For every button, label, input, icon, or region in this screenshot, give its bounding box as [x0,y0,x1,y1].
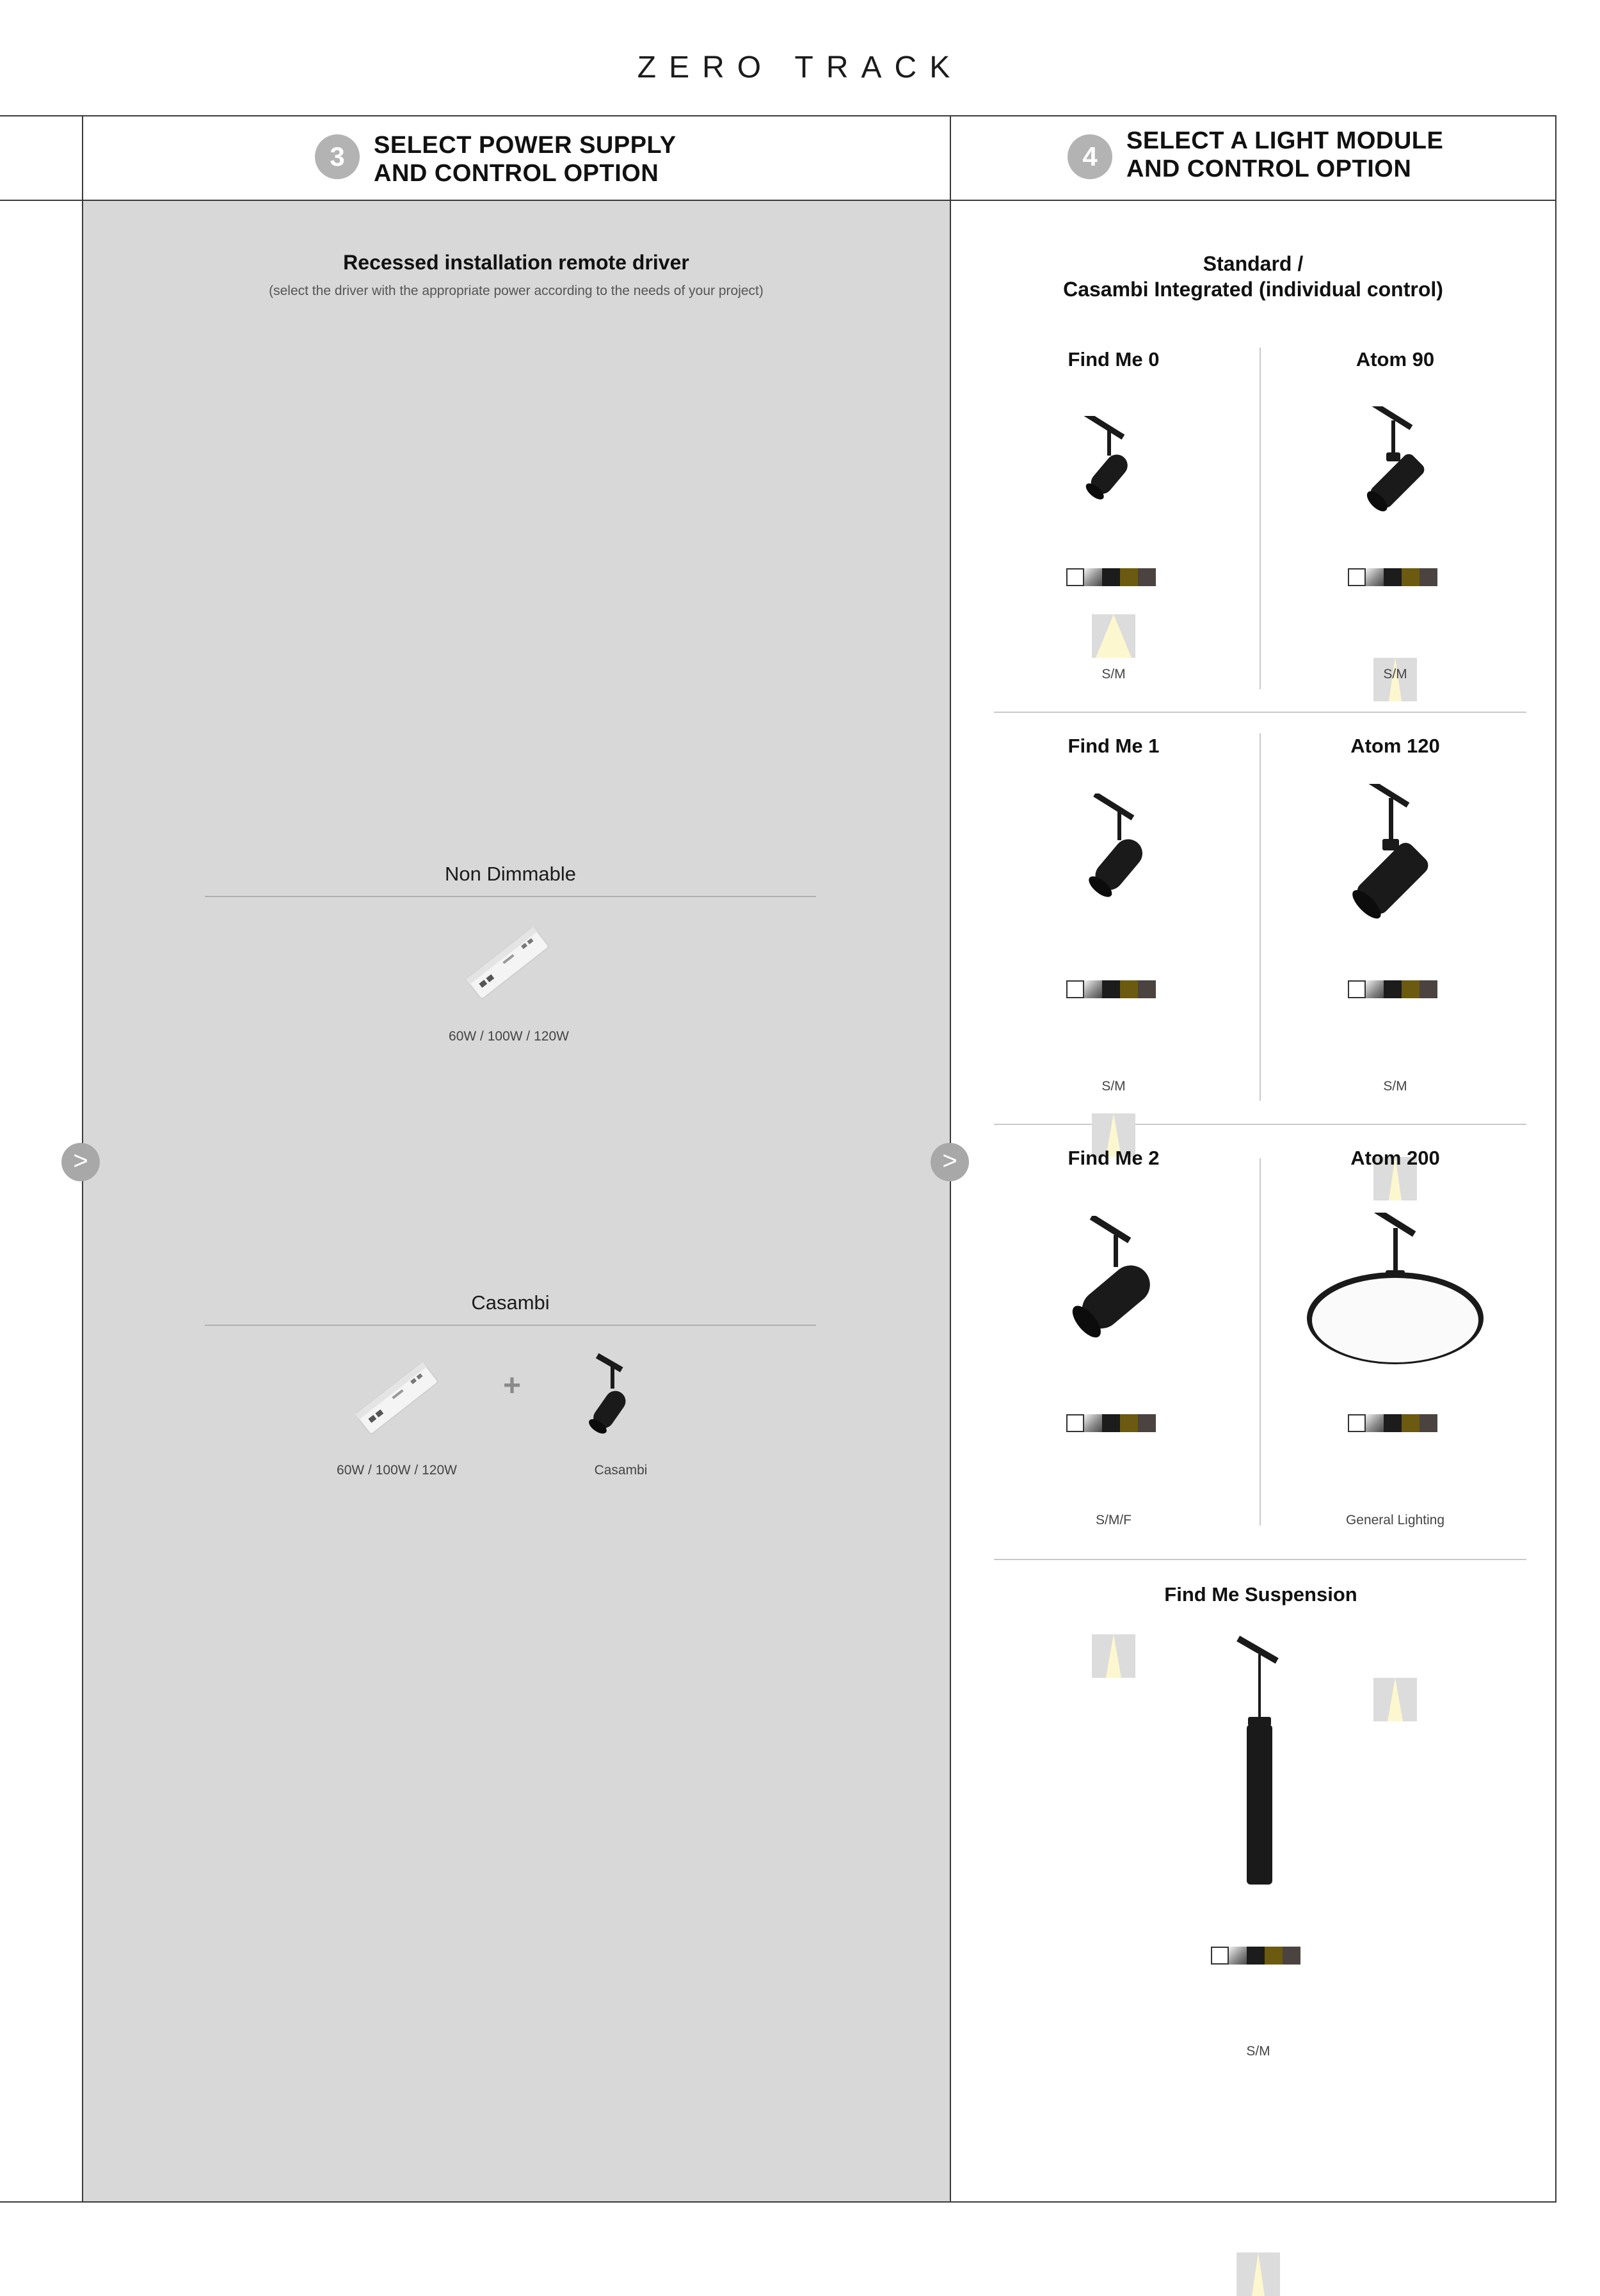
atom-120-spotlight-icon[interactable] [1331,784,1453,937]
atom-90-finish-swatches[interactable] [1348,568,1437,586]
beam-angle-icon [1236,2252,1280,2296]
power-supply-panel [83,200,950,2201]
finish-silver-swatch[interactable] [1229,1947,1247,1965]
header-bottom-rule [0,200,1556,201]
finish-white-swatch[interactable] [1348,980,1366,998]
finish-silver-swatch[interactable] [1084,568,1102,586]
beam-angle-icon [1092,1634,1135,1678]
atom-120-beam-label: S/M [1383,1079,1407,1094]
finish-black-swatch[interactable] [1384,568,1402,586]
casambi-label: Casambi [471,1291,550,1314]
finish-brown-swatch[interactable] [1138,1414,1156,1432]
find-me-suspension-finish-swatches[interactable] [1211,1947,1300,1965]
find-me-suspension-beam-label: S/M [1246,2044,1270,2059]
casambi-rule [205,1325,816,1326]
light-module-section-title [951,251,1555,302]
casambi-module-spotlight-icon[interactable] [576,1350,646,1440]
atom-200-beam-label: General Lighting [1345,1513,1445,1527]
product-name-find-me-0[interactable]: Find Me 0 [1068,348,1160,371]
step-3-title-line2: AND CONTROL OPTION [374,160,659,187]
finish-black-swatch[interactable] [1247,1947,1265,1965]
beam-angle-icon [1092,614,1135,658]
finish-black-swatch[interactable] [1102,980,1120,998]
find-me-suspension-pendant-icon[interactable] [1216,1635,1306,1891]
header-top-rule [0,115,1556,116]
beam-angle-icon [1373,1678,1417,1721]
remote-driver-title: Recessed installation remote driver [343,251,689,274]
product-name-atom-90[interactable]: Atom 90 [1356,348,1435,371]
finish-silver-swatch[interactable] [1366,1414,1384,1432]
atom-90-beam-label: S/M [1383,667,1407,682]
finish-black-swatch[interactable] [1102,568,1120,586]
row-3-divider [1260,1158,1261,1526]
finish-brown-swatch[interactable] [1420,980,1437,998]
step-4-title-line1: SELECT A LIGHT MODULE [1126,127,1444,154]
casambi-driver-box-icon[interactable] [342,1347,451,1449]
plus-sign: + [502,1369,522,1403]
row-1-divider [1260,347,1261,689]
atom-90-spotlight-icon[interactable] [1344,406,1446,528]
product-name-find-me-2[interactable]: Find Me 2 [1068,1147,1160,1169]
next-step-arrow[interactable]: > [931,1143,969,1181]
product-name-atom-120[interactable]: Atom 120 [1350,735,1440,757]
step-4-title [1126,127,1443,183]
find-me-2-finish-swatches[interactable] [1066,1414,1156,1432]
right-frame-edge [1555,115,1556,2203]
finish-gold-swatch[interactable] [1120,1414,1138,1432]
atom-200-finish-swatches[interactable] [1348,1414,1437,1432]
find-me-0-spotlight-icon[interactable] [1056,416,1158,512]
step-3-badge: 3 [315,134,360,179]
finish-silver-swatch[interactable] [1366,568,1384,586]
finish-white-swatch[interactable] [1066,980,1084,998]
casambi-module-caption: Casambi [594,1463,648,1478]
row-2-divider [1260,733,1261,1101]
finish-gold-swatch[interactable] [1402,980,1420,998]
finish-brown-swatch[interactable] [1283,1947,1300,1965]
finish-black-swatch[interactable] [1102,1414,1120,1432]
row-2-separator [994,1124,1526,1125]
non-dimmable-label: Non Dimmable [444,863,576,885]
atom-120-finish-swatches[interactable] [1348,980,1437,998]
find-me-1-beam-label: S/M [1101,1079,1126,1094]
finish-black-swatch[interactable] [1384,980,1402,998]
light-module-title-line1: Standard / [1203,252,1304,275]
step-4-badge: 4 [1068,134,1112,179]
product-name-atom-200[interactable]: Atom 200 [1350,1147,1440,1169]
light-module-title-line2: Casambi Integrated (individual control) [1063,278,1443,301]
row-1-separator [994,712,1526,713]
step-4-title-line2: AND CONTROL OPTION [1126,155,1412,182]
non-dimmable-driver-caption: 60W / 100W / 120W [449,1029,569,1044]
product-name-find-me-suspension[interactable]: Find Me Suspension [1164,1583,1357,1606]
find-me-2-spotlight-icon[interactable] [1050,1216,1178,1357]
finish-gold-swatch[interactable] [1120,980,1138,998]
finish-white-swatch[interactable] [1211,1947,1229,1965]
finish-white-swatch[interactable] [1348,568,1366,586]
finish-silver-swatch[interactable] [1084,1414,1102,1432]
finish-brown-swatch[interactable] [1138,568,1156,586]
finish-silver-swatch[interactable] [1366,980,1384,998]
remote-driver-note: (select the driver with the appropriate power according to the needs of your project) [269,283,764,298]
find-me-1-finish-swatches[interactable] [1066,980,1156,998]
finish-gold-swatch[interactable] [1120,568,1138,586]
product-name-find-me-1[interactable]: Find Me 1 [1068,735,1160,757]
step-3-title [374,131,676,187]
previous-step-arrow[interactable]: > [61,1143,100,1181]
finish-brown-swatch[interactable] [1420,568,1437,586]
driver-box-icon[interactable] [453,912,562,1014]
find-me-1-spotlight-icon[interactable] [1062,793,1171,915]
finish-white-swatch[interactable] [1348,1414,1366,1432]
footer-rule [0,2201,1556,2203]
finish-brown-swatch[interactable] [1420,1414,1437,1432]
finish-brown-swatch[interactable] [1138,980,1156,998]
finish-white-swatch[interactable] [1066,568,1084,586]
finish-gold-swatch[interactable] [1402,568,1420,586]
finish-gold-swatch[interactable] [1402,1414,1420,1432]
find-me-0-finish-swatches[interactable] [1066,568,1156,586]
casambi-driver-caption: 60W / 100W / 120W [337,1463,457,1478]
finish-silver-swatch[interactable] [1084,980,1102,998]
finish-white-swatch[interactable] [1066,1414,1084,1432]
step-3-title-line1: SELECT POWER SUPPLY [374,132,676,159]
find-me-0-beam-label: S/M [1101,667,1126,682]
page-title: ZERO TRACK [637,51,963,84]
finish-black-swatch[interactable] [1384,1414,1402,1432]
row-3-separator [994,1559,1526,1560]
finish-gold-swatch[interactable] [1265,1947,1283,1965]
non-dimmable-rule [205,896,816,897]
find-me-2-beam-label: S/M/F [1096,1513,1132,1527]
atom-200-panel-icon[interactable] [1299,1213,1491,1379]
